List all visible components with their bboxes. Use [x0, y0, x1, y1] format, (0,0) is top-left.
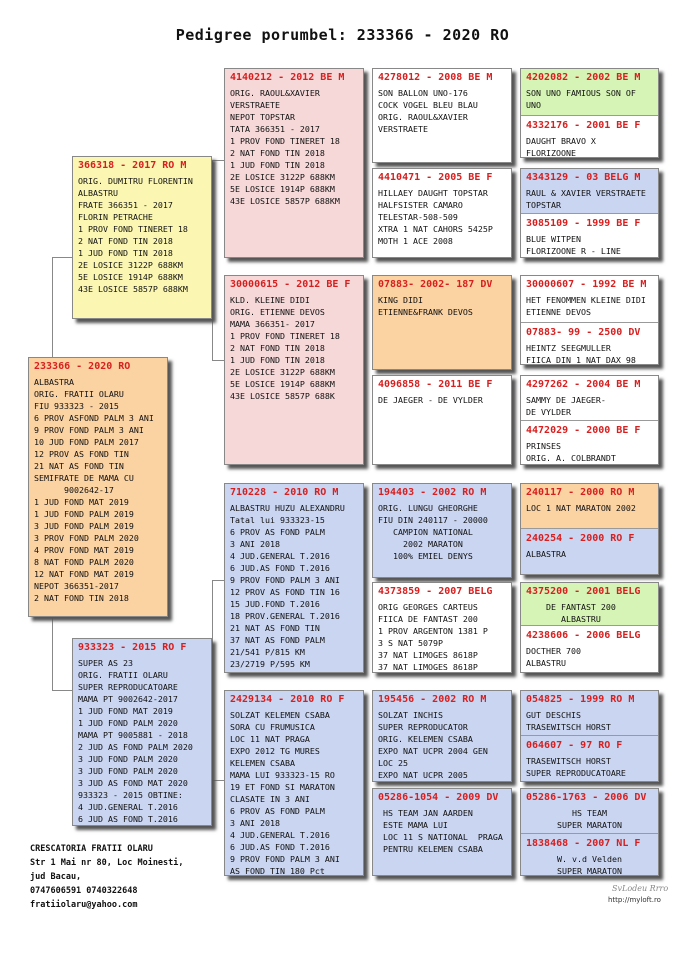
gggp-pair-8	[520, 788, 659, 876]
website-credit: http://myloft.ro	[608, 896, 661, 904]
subject-box	[28, 357, 168, 617]
connector-mm	[212, 780, 224, 781]
fff-ring: 4278012 - 2008 BE M	[378, 72, 493, 83]
connector-fm	[212, 360, 224, 361]
ggp-mmm-box	[372, 788, 512, 876]
gggp-3-dam	[521, 322, 658, 365]
ggp-mff-box	[372, 483, 512, 578]
ggp-mmf-box	[372, 690, 512, 782]
ggp-fmf-box	[372, 275, 512, 370]
ggp-fmm-box	[372, 375, 512, 465]
gggp-1-dam-ring: 4332176 - 2001 BE F	[526, 120, 641, 131]
mff-details: ORIG. LUNGU GHEORGHE FIU DIN 240117 - 20000 CAMPION NATIONAL 2002 MARATON 100% EMIEL DENYS	[378, 503, 488, 561]
gggp-pair-7	[520, 690, 659, 782]
connector-father	[52, 257, 72, 258]
gggp-6-dam-ring: 4238606 - 2006 BELG	[526, 630, 641, 641]
ffm-ring: 4410471 - 2005 BE F	[378, 172, 493, 183]
gggp-7-dam	[521, 735, 658, 781]
fmm-ring: 4096858 - 2011 BE F	[378, 379, 493, 390]
gggp-4-sire-details: SAMMY DE JAEGER- DE VYLDER	[526, 395, 606, 417]
mother-details: SUPER AS 23 ORIG. FRATII OLARU SUPER REPRODUCATOARE MAMA PT 9002642-2017 1 JUD FOND MAT 2019 1 JUD FOND PALM 2020 MAMA PT 9005881 - 2018 2 JUD AS FOND PALM 2020 3 JUD FOND PALM 2020 3 JUD FOND PALM 2020 3 JUD AS FOND MAT 2020 933323 - 2015 OBTINE: 4 JUD.GENERAL T.2016 6 JUD AS FOND T.2016	[78, 658, 193, 824]
ff-details: ORIG. RAOUL&XAVIER VERSTRAETE NEPOT TOPSTAR TATA 366351 - 2017 1 PROV FOND TINERET 18 2 NAT FOND TIN 2018 1 JUD FOND TIN 2018 2E LOSICE 3122P 688KM 5E LOSICE 1914P 688KM 43E LOSICE 5857P 688KM	[230, 88, 340, 206]
gggp-1-sire-details: SON UNO FAMIOUS SON OF UNO	[526, 88, 636, 110]
gggp-4-dam	[521, 420, 658, 465]
connector-mf	[212, 580, 224, 581]
subject-details: ALBASTRA ORIG. FRATII OLARU FIU 933323 - 2015 6 PROV ASFOND PALM 3 ANI 9 PROV FOND PALM 3 ANI 10 JUD FOND PALM 2017 12 PROV AS FOND TIN 21 NAT AS FOND TIN SEMIFRATE DE MAMA CU 9002642-17 1 JUD FOND MAT 2019 1 JUD FOND PALM 2019 3 JUD FOND PALM 2019 3 PROV FOND PALM 2020 4 PROV FOND MAT 2019 8 NAT FOND PALM 2020 12 NAT FOND MAT 2019 NEPOT 366351-2017 2 NAT FOND TIN 2018	[34, 377, 154, 603]
gggp-8-dam-details: W. v.d Velden SUPER MARATON	[557, 854, 622, 876]
connector-mother	[52, 690, 72, 691]
ggp-mfm-box	[372, 582, 512, 673]
mmm-ring: 05286-1054 - 2009 DV	[378, 792, 499, 803]
gggp-3-sire	[521, 276, 658, 322]
gggp-4-dam-details: PRINSES ORIG. A. COLBRANDT	[526, 441, 616, 463]
gggp-2-dam-ring: 3085109 - 1999 BE F	[526, 218, 641, 229]
gggp-3-dam-ring: 07883- 99 - 2500 DV	[526, 327, 641, 338]
gggp-7-dam-details: TRASEWITSCH HORST SUPER REPRODUCATOARE	[526, 756, 626, 778]
signature: SvLodeu Rrro	[612, 884, 669, 893]
mf-ring: 710228 - 2010 RO M	[230, 487, 339, 498]
fm-details: KLD. KLEINE DIDI ORIG. ETIENNE DEVOS MAMA 366351- 2017 1 PROV FOND TINERET 18 2 NAT FOND TIN 2018 1 JUD FOND TIN 2018 2E LOSICE 3122P 688KM 5E LOSICE 1914P 688KM 43E LOSICE 5857P 688K	[230, 295, 340, 401]
gggp-7-sire-details: GUT DESCHIS TRASEWITSCH HORST	[526, 710, 611, 732]
ff-ring: 4140212 - 2012 BE M	[230, 72, 345, 83]
gggp-8-dam	[521, 833, 658, 876]
gggp-7-sire-ring: 054825 - 1999 RO M	[526, 694, 635, 705]
gggp-8-sire	[521, 789, 658, 833]
connector-father-vertical	[212, 160, 213, 360]
fm-ring: 30000615 - 2012 BE F	[230, 279, 351, 290]
gggp-8-sire-details: HS TEAM SUPER MARATON	[557, 808, 622, 830]
mfm-details: ORIG GEORGES CARTEUS FIICA DE FANTAST 200 1 PROV ARGENTON 1381 P 3 S NAT 5079P 37 NAT LIMOGES 8618P 37 NAT LIMOGES 8618P	[378, 602, 488, 672]
mmm-details: HS TEAM JAN AARDEN ESTE MAMA LUI LOC 11 S NATIONAL PRAGA PENTRU KELEMEN CSABA	[382, 808, 503, 854]
gggp-pair-5	[520, 483, 659, 575]
gggp-5-sire-ring: 240117 - 2000 RO M	[526, 487, 635, 498]
mother-ring: 933323 - 2015 RO F	[78, 642, 187, 653]
gggp-pair-3	[520, 275, 659, 365]
subject-ring: 233366 - 2020 RO	[34, 361, 131, 372]
page-title: Pedigree porumbel: 233366 - 2020 RO	[175, 26, 510, 44]
gggp-1-dam	[521, 115, 658, 158]
mff-ring: 194403 - 2002 RO M	[378, 487, 487, 498]
mmf-ring: 195456 - 2002 RO M	[378, 694, 487, 705]
fmm-details: DE JAEGER - DE VYLDER	[378, 395, 483, 405]
gggp-5-sire-details: LOC 1 NAT MARATON 2002	[526, 503, 636, 513]
gggp-6-dam	[521, 625, 658, 671]
mfm-ring: 4373859 - 2007 BELG	[378, 586, 493, 597]
gggp-6-sire	[521, 583, 658, 625]
gggp-5-dam-ring: 240254 - 2000 RO F	[526, 533, 635, 544]
paternal-grandmother-box	[224, 275, 364, 465]
mf-details: ALBASTRU HUZU ALEXANDRU Tatal lui 933323-15 6 PROV AS FOND PALM 3 ANI 2018 4 JUD.GENERAL T.2016 6 JUD.AS FOND T.2016 9 PROV FOND PALM 3 ANI 12 PROV AS FOND TIN 16 15 JUD.FOND T.2016 18 PROV.GENERAL T.2016 21 NAT AS FOND TIN 37 NAT AS FOND PALM 21/541 P/815 KM 23/2719 P/595 KM	[230, 503, 345, 669]
gggp-1-sire-ring: 4202082 - 2002 BE M	[526, 72, 641, 83]
gggp-4-dam-ring: 4472029 - 2000 BE F	[526, 425, 641, 436]
ggp-ffm-box	[372, 168, 512, 258]
gggp-1-sire	[521, 69, 658, 115]
fmf-ring: 07883- 2002- 187 DV	[378, 279, 493, 290]
breeder-contact: CRESCATORIA FRATII OLARU Str 1 Mai nr 80, Loc Moinesti, jud Bacau, 0747606591 0740322648 fratiiolaru@yahoo.com	[30, 844, 184, 910]
gggp-5-sire	[521, 484, 658, 528]
connector-ff	[212, 160, 224, 161]
father-details: ORIG. DUMITRU FLORENTIN ALBASTRU FRATE 366351 - 2017 FLORIN PETRACHE 1 PROV FOND TINERET 18 2 NAT FOND TIN 2018 1 JUD FOND TIN 2018 2E LOSICE 3122P 688KM 5E LOSICE 1914P 688KM 43E LOSICE 5857P 688KM	[78, 176, 193, 294]
gggp-2-sire-ring: 4343129 - 03 BELG M	[526, 172, 641, 183]
gggp-3-dam-details: HEINTZ SEEGMULLER FIICA DIN 1 NAT DAX 98	[526, 343, 636, 365]
gggp-5-dam	[521, 528, 658, 562]
gggp-pair-6	[520, 582, 659, 673]
mm-ring: 2429134 - 2010 RO F	[230, 694, 345, 705]
paternal-grandfather-box	[224, 68, 364, 258]
connector-mother-vertical	[212, 580, 213, 780]
ggp-fff-box	[372, 68, 512, 163]
fff-details: SON BALLON UNO-176 COCK VOGEL BLEU BLAU ORIG. RAOUL&XAVIER VERSTRAETE	[378, 88, 478, 134]
father-ring: 366318 - 2017 RO M	[78, 160, 187, 171]
gggp-6-sire-details: DE FANTAST 200 ALBASTRU	[545, 602, 616, 624]
gggp-pair-2	[520, 168, 659, 258]
gggp-pair-4	[520, 375, 659, 465]
gggp-4-sire-ring: 4297262 - 2004 BE M	[526, 379, 641, 390]
gggp-1-dam-details: DAUGHT BRAVO X FLORIZOONE	[526, 136, 596, 158]
gggp-3-sire-details: HET FENOMMEN KLEINE DIDI ETIENNE DEVOS	[526, 295, 646, 317]
gggp-6-sire-ring: 4375200 - 2001 BELG	[526, 586, 641, 597]
gggp-2-dam	[521, 213, 658, 258]
gggp-7-dam-ring: 064607 - 97 RO F	[526, 740, 623, 751]
gggp-2-sire	[521, 169, 658, 213]
gggp-4-sire	[521, 376, 658, 420]
gggp-7-sire	[521, 691, 658, 735]
maternal-grandfather-box	[224, 483, 364, 673]
gggp-6-dam-details: DOCTHER 700 ALBASTRU	[526, 646, 581, 668]
gggp-2-dam-details: BLUE WITPEN FLORIZOONE R - LINE	[526, 234, 621, 256]
gggp-pair-1	[520, 68, 659, 158]
maternal-grandmother-box	[224, 690, 364, 876]
mother-box	[72, 638, 212, 826]
gggp-3-sire-ring: 30000607 - 1992 BE M	[526, 279, 647, 290]
gggp-5-dam-details: ALBASTRA	[526, 549, 566, 559]
mmf-details: SOLZAT INCHIS SUPER REPRODUCATOR ORIG. KELEMEN CSABA EXPO NAT UCPR 2004 GEN LOC 25 EXPO NAT UCPR 2005	[378, 710, 488, 780]
mm-details: SOLZAT KELEMEN CSABA SORA CU FRUMUSICA LOC 11 NAT PRAGA EXPO 2012 TG MURES KELEMEN CSABA MAMA LUI 933323-15 RO 19 ET FOND SI MARATON CLASATE IN 3 ANI 6 PROV AS FOND PALM 3 ANI 2018 4 JUD.GENERAL T.2016 6 JUD.AS FOND T.2016 9 PROV FOND PALM 3 ANI AS FOND TIN 180 Pct	[230, 710, 340, 876]
gggp-8-dam-ring: 1838468 - 2007 NL F	[526, 838, 641, 849]
father-box	[72, 156, 212, 319]
fmf-details: KING DIDI ETIENNE&FRANK DEVOS	[378, 295, 473, 317]
ffm-details: HILLAEY DAUGHT TOPSTAR HALFSISTER CAMARO TELESTAR-508-509 XTRA 1 NAT CAHORS 5425P MOTH 1 ACE 2008	[378, 188, 493, 246]
gggp-8-sire-ring: 05286-1763 - 2006 DV	[526, 792, 647, 803]
gggp-2-sire-details: RAUL & XAVIER VERSTRAETE TOPSTAR	[526, 188, 646, 210]
